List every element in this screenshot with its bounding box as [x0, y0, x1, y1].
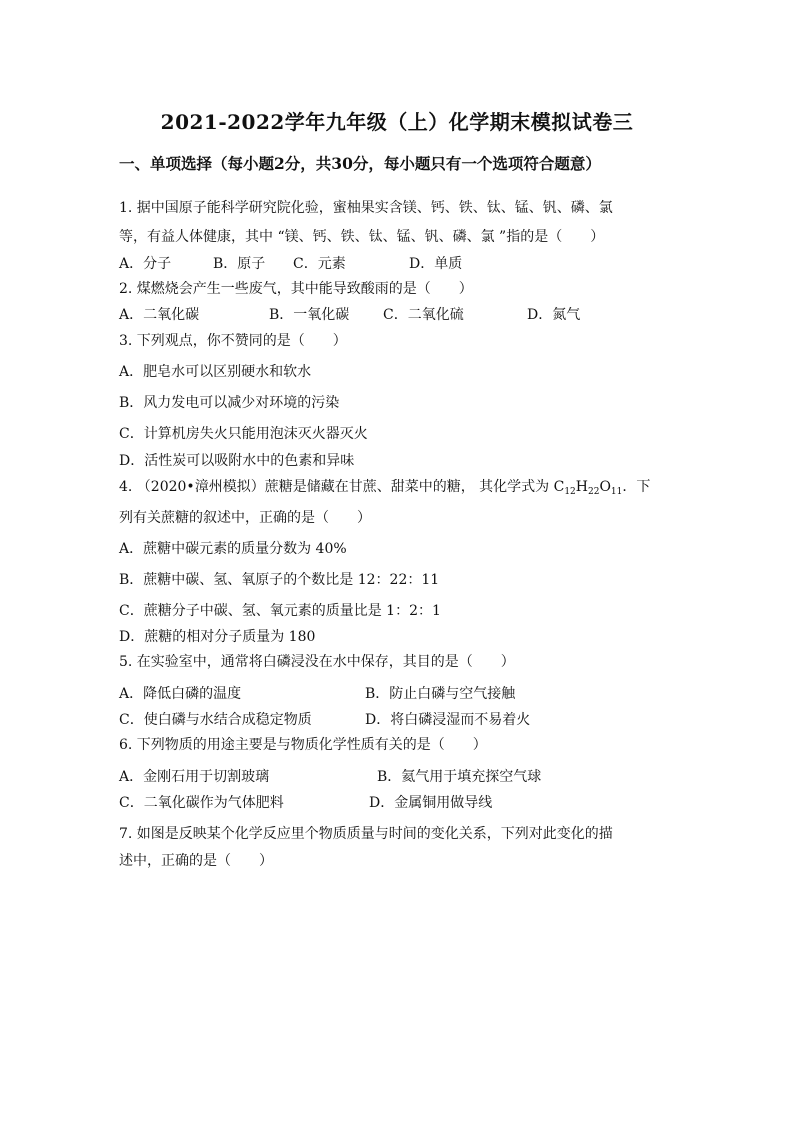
option-c: C．使白磷与水结合成稳定物质	[119, 712, 312, 728]
question-3-option-c: C．计算机房失火只能用泡沫灭火器灭火	[119, 426, 368, 442]
section-heading: 一、单项选择（每小题2分，共30分，每小题只有一个选项符合题意）	[119, 154, 601, 173]
question-4-line-2: 列有关蔗糖的叙述中，正确的是（ ）	[119, 510, 371, 526]
hydrogen-subscript: 22	[587, 487, 600, 497]
question-6-options-row-2	[119, 793, 719, 813]
question-4-option-a: A．蔗糖中碳元素的质量分数为 40%	[119, 541, 347, 557]
question-1-line-1: 1. 据中国原子能科学研究院化验，蜜柚果实含镁、钙、铁、钛、锰、钒、磷、氯	[119, 200, 613, 216]
option-d: D．金属铜用做导线	[369, 795, 493, 811]
question-4-text-start: 4. （2020•漳州模拟）蔗糖是储藏在甘蔗、甜菜中的糖， 其化学式为 C	[119, 479, 565, 495]
question-4-text-end: ．下	[622, 479, 651, 495]
option-a: A．金刚石用于切割玻璃	[119, 769, 270, 785]
option-b: B．氦气用于填充探空气球	[377, 769, 542, 785]
question-6-options-row-1	[119, 767, 719, 787]
option-a: A．分子	[119, 256, 172, 272]
question-1-line-2: 等，有益人体健康，其中 “镁、钙、铁、钛、锰、钒、磷、氯 ”指的是（ ）	[119, 229, 605, 245]
question-4-option-b: B．蔗糖中碳、氢、氧原子的个数比是 12：22：11	[119, 572, 440, 588]
option-d: D．将白磷浸湿而不易着火	[365, 712, 531, 728]
option-d: D．单质	[409, 256, 463, 272]
question-2-options	[119, 305, 719, 325]
question-1-options	[119, 254, 719, 274]
question-4-option-d: D．蔗糖的相对分子质量为 180	[119, 629, 316, 645]
option-b: B．一氧化碳	[269, 307, 350, 323]
question-2-stem: 2. 煤燃烧会产生一些废气，其中能导致酸雨的是（ ）	[119, 281, 473, 297]
question-3-option-b: B．风力发电可以减少对环境的污染	[119, 395, 340, 411]
hydrogen-symbol: H	[575, 479, 588, 495]
question-4-option-c: C．蔗糖分子中碳、氢、氧元素的质量比是 1：2：1	[119, 603, 441, 619]
option-b: B．防止白磷与空气接触	[365, 686, 516, 702]
question-3-stem: 3. 下列观点，你不赞同的是（ ）	[119, 333, 347, 349]
question-5-options-row-2	[119, 710, 719, 730]
option-c: C．二氧化硫	[383, 307, 464, 323]
question-3-option-d: D．活性炭可以吸附水中的色素和异味	[119, 453, 355, 469]
option-b: B．原子	[213, 256, 266, 272]
option-a: A．二氧化碳	[119, 307, 200, 323]
oxygen-symbol: O	[599, 479, 611, 495]
question-5-stem: 5. 在实验室中，通常将白磷浸没在水中保存，其目的是（ ）	[119, 654, 515, 670]
question-3-option-a: A．肥皂水可以区别硬水和软水	[119, 364, 312, 380]
question-5-options-row-1	[119, 684, 719, 704]
option-c: C．二氧化碳作为气体肥料	[119, 795, 284, 811]
question-4-line-1	[119, 477, 650, 502]
question-7-line-1: 7. 如图是反映某个化学反应里个物质质量与时间的变化关系，下列对此变化的描	[119, 826, 613, 842]
carbon-subscript: 12	[564, 487, 576, 497]
option-a: A．降低白磷的温度	[119, 686, 242, 702]
question-7-line-2: 述中，正确的是（ ）	[119, 853, 273, 869]
option-c: C．元素	[293, 256, 346, 272]
page-title: 2021-2022学年九年级（上）化学期末模拟试卷三	[160, 110, 634, 134]
option-d: D．氮气	[527, 307, 581, 323]
oxygen-subscript: 11	[610, 487, 623, 497]
question-6-stem: 6. 下列物质的用途主要是与物质化学性质有关的是（ ）	[119, 737, 487, 753]
